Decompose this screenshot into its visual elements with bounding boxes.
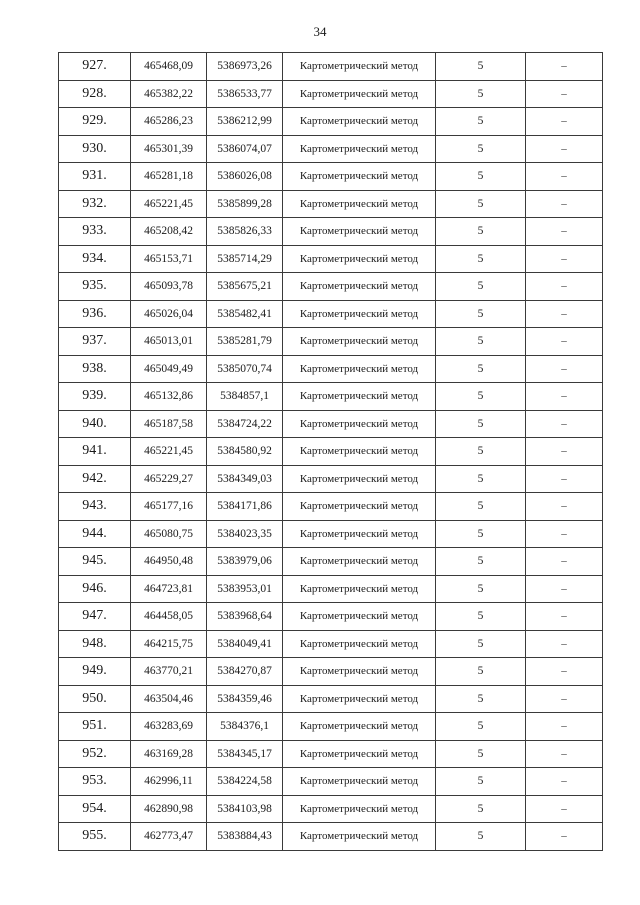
- x-coordinate-cell: 465286,23: [131, 108, 207, 136]
- note-cell: –: [526, 575, 603, 603]
- table-row: [59, 713, 603, 741]
- point-number-cell: 946.: [59, 575, 131, 603]
- note-cell: –: [526, 328, 603, 356]
- page-number: 34: [313, 24, 327, 39]
- table-row: [59, 823, 603, 851]
- note-cell: –: [526, 658, 603, 686]
- note-cell: –: [526, 740, 603, 768]
- table-row: [59, 465, 603, 493]
- point-number-cell: 934.: [59, 245, 131, 273]
- point-number-cell: 953.: [59, 768, 131, 796]
- y-coordinate-cell: 5386074,07: [207, 135, 283, 163]
- x-coordinate-cell: 465221,45: [131, 190, 207, 218]
- method-cell: Картометрический метод: [283, 355, 436, 383]
- point-number-cell: 933.: [59, 218, 131, 246]
- note-cell: –: [526, 383, 603, 411]
- table-row: [59, 795, 603, 823]
- note-cell: –: [526, 713, 603, 741]
- table-row: [59, 80, 603, 108]
- y-coordinate-cell: 5384049,41: [207, 630, 283, 658]
- accuracy-cell: 5: [436, 328, 526, 356]
- x-coordinate-cell: 465153,71: [131, 245, 207, 273]
- point-number-cell: 951.: [59, 713, 131, 741]
- method-cell: Картометрический метод: [283, 768, 436, 796]
- method-cell: Картометрический метод: [283, 410, 436, 438]
- y-coordinate-cell: 5384224,58: [207, 768, 283, 796]
- y-coordinate-cell: 5383884,43: [207, 823, 283, 851]
- x-coordinate-cell: 464458,05: [131, 603, 207, 631]
- table-row: [59, 548, 603, 576]
- table-row: [59, 53, 603, 81]
- point-number-cell: 930.: [59, 135, 131, 163]
- method-cell: Картометрический метод: [283, 135, 436, 163]
- x-coordinate-cell: 465468,09: [131, 53, 207, 81]
- accuracy-cell: 5: [436, 135, 526, 163]
- table-row: [59, 438, 603, 466]
- method-cell: Картометрический метод: [283, 438, 436, 466]
- accuracy-cell: 5: [436, 493, 526, 521]
- y-coordinate-cell: 5386973,26: [207, 53, 283, 81]
- y-coordinate-cell: 5386026,08: [207, 163, 283, 191]
- point-number-cell: 932.: [59, 190, 131, 218]
- note-cell: –: [526, 355, 603, 383]
- note-cell: –: [526, 410, 603, 438]
- y-coordinate-cell: 5386533,77: [207, 80, 283, 108]
- coordinates-table: [58, 52, 603, 851]
- note-cell: –: [526, 80, 603, 108]
- y-coordinate-cell: 5385281,79: [207, 328, 283, 356]
- accuracy-cell: 5: [436, 768, 526, 796]
- method-cell: Картометрический метод: [283, 685, 436, 713]
- table-row: [59, 740, 603, 768]
- note-cell: –: [526, 465, 603, 493]
- table-row: [59, 190, 603, 218]
- method-cell: Картометрический метод: [283, 465, 436, 493]
- note-cell: –: [526, 685, 603, 713]
- table-row: [59, 328, 603, 356]
- y-coordinate-cell: 5383968,64: [207, 603, 283, 631]
- point-number-cell: 929.: [59, 108, 131, 136]
- y-coordinate-cell: 5384103,98: [207, 795, 283, 823]
- accuracy-cell: 5: [436, 438, 526, 466]
- accuracy-cell: 5: [436, 80, 526, 108]
- table-row: [59, 520, 603, 548]
- y-coordinate-cell: 5385675,21: [207, 273, 283, 301]
- method-cell: Картометрический метод: [283, 575, 436, 603]
- point-number-cell: 940.: [59, 410, 131, 438]
- table-row: [59, 218, 603, 246]
- y-coordinate-cell: 5384359,46: [207, 685, 283, 713]
- method-cell: Картометрический метод: [283, 218, 436, 246]
- method-cell: Картометрический метод: [283, 658, 436, 686]
- accuracy-cell: 5: [436, 273, 526, 301]
- method-cell: Картометрический метод: [283, 548, 436, 576]
- table-row: [59, 493, 603, 521]
- y-coordinate-cell: 5385899,28: [207, 190, 283, 218]
- y-coordinate-cell: 5383953,01: [207, 575, 283, 603]
- x-coordinate-cell: 463504,46: [131, 685, 207, 713]
- accuracy-cell: 5: [436, 630, 526, 658]
- point-number-cell: 939.: [59, 383, 131, 411]
- table-row: [59, 108, 603, 136]
- accuracy-cell: 5: [436, 245, 526, 273]
- point-number-cell: 936.: [59, 300, 131, 328]
- method-cell: Картометрический метод: [283, 53, 436, 81]
- x-coordinate-cell: 463169,28: [131, 740, 207, 768]
- x-coordinate-cell: 462996,11: [131, 768, 207, 796]
- x-coordinate-cell: 464950,48: [131, 548, 207, 576]
- y-coordinate-cell: 5384171,86: [207, 493, 283, 521]
- method-cell: Картометрический метод: [283, 795, 436, 823]
- table-row: [59, 135, 603, 163]
- table-row: [59, 768, 603, 796]
- method-cell: Картометрический метод: [283, 603, 436, 631]
- point-number-cell: 927.: [59, 53, 131, 81]
- point-number-cell: 955.: [59, 823, 131, 851]
- coordinates-table-body: [59, 53, 603, 851]
- table-row: [59, 300, 603, 328]
- table-row: [59, 575, 603, 603]
- method-cell: Картометрический метод: [283, 630, 436, 658]
- method-cell: Картометрический метод: [283, 493, 436, 521]
- accuracy-cell: 5: [436, 108, 526, 136]
- table-row: [59, 603, 603, 631]
- accuracy-cell: 5: [436, 685, 526, 713]
- y-coordinate-cell: 5384349,03: [207, 465, 283, 493]
- point-number-cell: 954.: [59, 795, 131, 823]
- note-cell: –: [526, 245, 603, 273]
- point-number-cell: 947.: [59, 603, 131, 631]
- method-cell: Картометрический метод: [283, 740, 436, 768]
- x-coordinate-cell: 465049,49: [131, 355, 207, 383]
- accuracy-cell: 5: [436, 823, 526, 851]
- point-number-cell: 938.: [59, 355, 131, 383]
- note-cell: –: [526, 300, 603, 328]
- table-row: [59, 355, 603, 383]
- x-coordinate-cell: 462773,47: [131, 823, 207, 851]
- point-number-cell: 944.: [59, 520, 131, 548]
- table-row: [59, 163, 603, 191]
- point-number-cell: 952.: [59, 740, 131, 768]
- y-coordinate-cell: 5384023,35: [207, 520, 283, 548]
- x-coordinate-cell: 463283,69: [131, 713, 207, 741]
- y-coordinate-cell: 5384580,92: [207, 438, 283, 466]
- y-coordinate-cell: 5385482,41: [207, 300, 283, 328]
- y-coordinate-cell: 5385714,29: [207, 245, 283, 273]
- note-cell: –: [526, 548, 603, 576]
- table-row: [59, 658, 603, 686]
- note-cell: –: [526, 108, 603, 136]
- note-cell: –: [526, 218, 603, 246]
- accuracy-cell: 5: [436, 53, 526, 81]
- method-cell: Картометрический метод: [283, 245, 436, 273]
- accuracy-cell: 5: [436, 575, 526, 603]
- table-row: [59, 273, 603, 301]
- note-cell: –: [526, 795, 603, 823]
- x-coordinate-cell: 465281,18: [131, 163, 207, 191]
- method-cell: Картометрический метод: [283, 80, 436, 108]
- note-cell: –: [526, 630, 603, 658]
- note-cell: –: [526, 135, 603, 163]
- accuracy-cell: 5: [436, 410, 526, 438]
- x-coordinate-cell: 465093,78: [131, 273, 207, 301]
- method-cell: Картометрический метод: [283, 520, 436, 548]
- y-coordinate-cell: 5384345,17: [207, 740, 283, 768]
- accuracy-cell: 5: [436, 795, 526, 823]
- x-coordinate-cell: 465382,22: [131, 80, 207, 108]
- method-cell: Картометрический метод: [283, 823, 436, 851]
- x-coordinate-cell: 465026,04: [131, 300, 207, 328]
- accuracy-cell: 5: [436, 713, 526, 741]
- accuracy-cell: 5: [436, 163, 526, 191]
- accuracy-cell: 5: [436, 658, 526, 686]
- accuracy-cell: 5: [436, 740, 526, 768]
- method-cell: Картометрический метод: [283, 190, 436, 218]
- y-coordinate-cell: 5384857,1: [207, 383, 283, 411]
- accuracy-cell: 5: [436, 465, 526, 493]
- table-row: [59, 410, 603, 438]
- table-row: [59, 245, 603, 273]
- x-coordinate-cell: 464723,81: [131, 575, 207, 603]
- y-coordinate-cell: 5385826,33: [207, 218, 283, 246]
- note-cell: –: [526, 273, 603, 301]
- method-cell: Картометрический метод: [283, 328, 436, 356]
- accuracy-cell: 5: [436, 548, 526, 576]
- point-number-cell: 942.: [59, 465, 131, 493]
- x-coordinate-cell: 465221,45: [131, 438, 207, 466]
- x-coordinate-cell: 462890,98: [131, 795, 207, 823]
- note-cell: –: [526, 438, 603, 466]
- x-coordinate-cell: 465080,75: [131, 520, 207, 548]
- note-cell: –: [526, 603, 603, 631]
- note-cell: –: [526, 53, 603, 81]
- y-coordinate-cell: 5385070,74: [207, 355, 283, 383]
- y-coordinate-cell: 5386212,99: [207, 108, 283, 136]
- accuracy-cell: 5: [436, 383, 526, 411]
- point-number-cell: 949.: [59, 658, 131, 686]
- note-cell: –: [526, 190, 603, 218]
- point-number-cell: 931.: [59, 163, 131, 191]
- point-number-cell: 948.: [59, 630, 131, 658]
- y-coordinate-cell: 5384270,87: [207, 658, 283, 686]
- accuracy-cell: 5: [436, 603, 526, 631]
- method-cell: Картометрический метод: [283, 163, 436, 191]
- accuracy-cell: 5: [436, 300, 526, 328]
- note-cell: –: [526, 163, 603, 191]
- method-cell: Картометрический метод: [283, 713, 436, 741]
- method-cell: Картометрический метод: [283, 108, 436, 136]
- y-coordinate-cell: 5383979,06: [207, 548, 283, 576]
- x-coordinate-cell: 465132,86: [131, 383, 207, 411]
- x-coordinate-cell: 465208,42: [131, 218, 207, 246]
- point-number-cell: 937.: [59, 328, 131, 356]
- accuracy-cell: 5: [436, 355, 526, 383]
- x-coordinate-cell: 463770,21: [131, 658, 207, 686]
- y-coordinate-cell: 5384376,1: [207, 713, 283, 741]
- method-cell: Картометрический метод: [283, 383, 436, 411]
- x-coordinate-cell: 465187,58: [131, 410, 207, 438]
- note-cell: –: [526, 823, 603, 851]
- method-cell: Картометрический метод: [283, 273, 436, 301]
- x-coordinate-cell: 465013,01: [131, 328, 207, 356]
- accuracy-cell: 5: [436, 520, 526, 548]
- x-coordinate-cell: 464215,75: [131, 630, 207, 658]
- table-row: [59, 383, 603, 411]
- note-cell: –: [526, 768, 603, 796]
- point-number-cell: 945.: [59, 548, 131, 576]
- accuracy-cell: 5: [436, 218, 526, 246]
- point-number-cell: 935.: [59, 273, 131, 301]
- accuracy-cell: 5: [436, 190, 526, 218]
- note-cell: –: [526, 493, 603, 521]
- table-row: [59, 685, 603, 713]
- point-number-cell: 928.: [59, 80, 131, 108]
- table-row: [59, 630, 603, 658]
- y-coordinate-cell: 5384724,22: [207, 410, 283, 438]
- note-cell: –: [526, 520, 603, 548]
- x-coordinate-cell: 465229,27: [131, 465, 207, 493]
- point-number-cell: 950.: [59, 685, 131, 713]
- x-coordinate-cell: 465301,39: [131, 135, 207, 163]
- x-coordinate-cell: 465177,16: [131, 493, 207, 521]
- point-number-cell: 941.: [59, 438, 131, 466]
- point-number-cell: 943.: [59, 493, 131, 521]
- method-cell: Картометрический метод: [283, 300, 436, 328]
